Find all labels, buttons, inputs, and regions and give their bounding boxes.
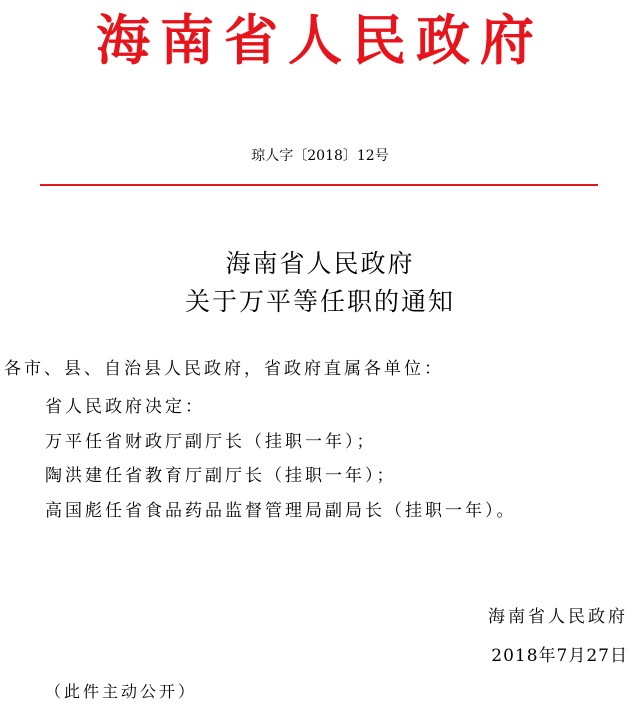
issuing-authority-header: 海南省人民政府: [96, 9, 544, 72]
document-number: 琼人字〔2018〕12号: [251, 148, 389, 164]
salutation: 各市、县、自治县人民政府，省政府直属各单位：: [4, 359, 444, 379]
appointment-item: 陶洪建任省教育厅副厅长（挂职一年）；: [45, 466, 397, 486]
signature-organization: 海南省人民政府: [488, 607, 628, 627]
notice-title-line-2: 关于万平等任职的通知: [184, 287, 455, 316]
red-divider-line: [40, 184, 598, 186]
decision-intro: 省人民政府决定：: [45, 397, 205, 417]
appointment-item: 高国彪任省食品药品监督管理局副局长（挂职一年）。: [45, 501, 517, 521]
signature-date: 2018年7月27日: [491, 646, 628, 666]
appointment-item: 万平任省财政厅副厅长（挂职一年）；: [45, 432, 377, 452]
disclosure-note: （此件主动公开）: [45, 682, 198, 701]
notice-title-line-1: 海南省人民政府: [225, 249, 415, 278]
